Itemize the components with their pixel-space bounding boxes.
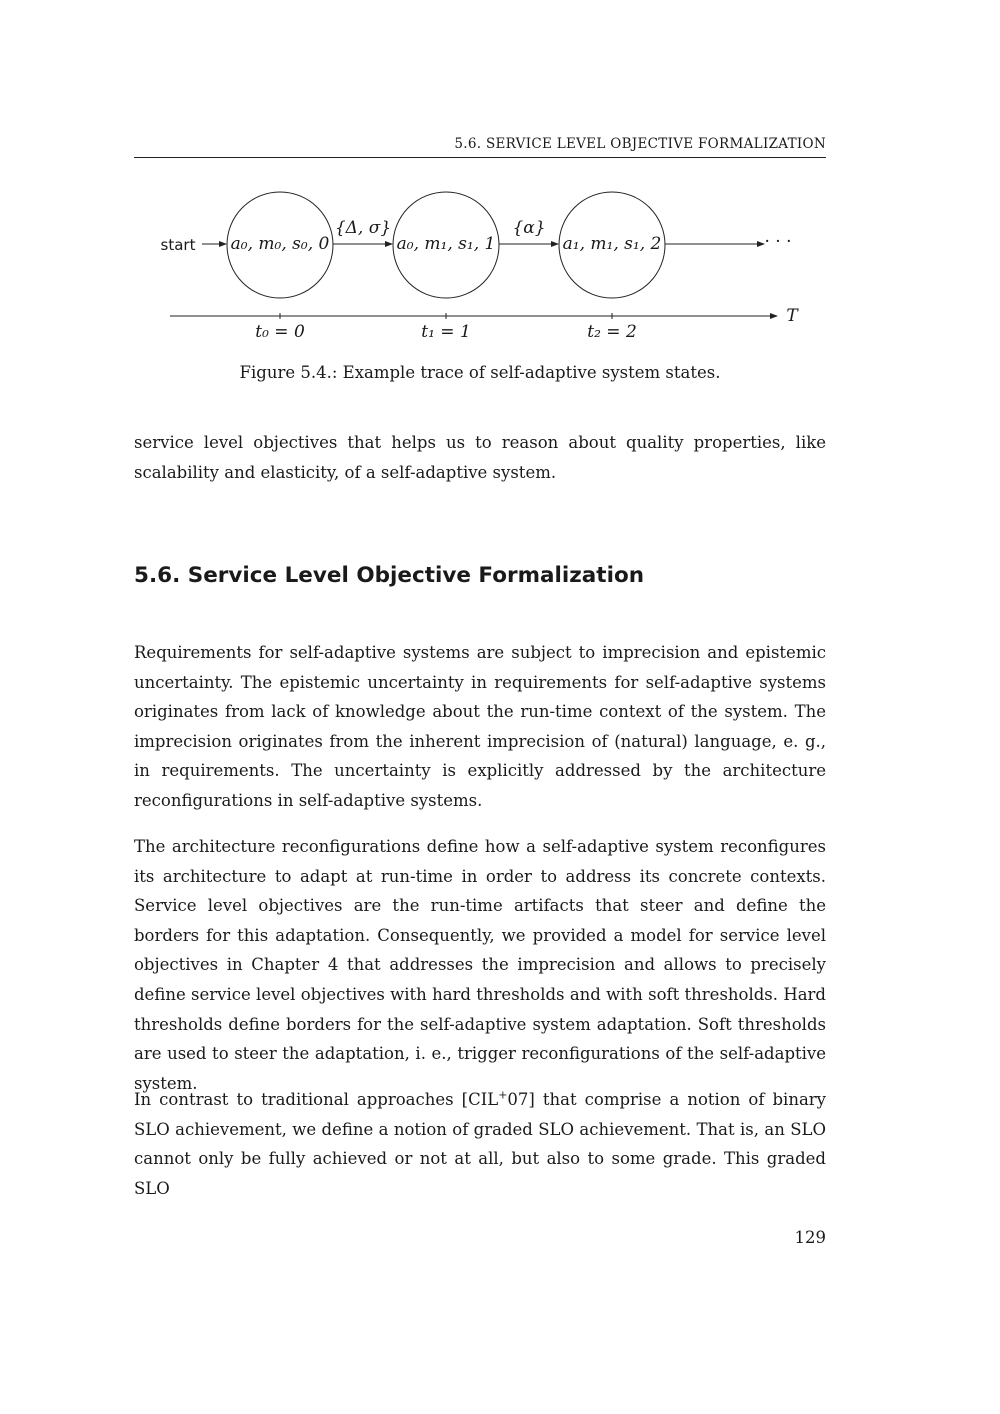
state-label-1: a₀, m₁, s₁, 1 xyxy=(396,234,496,254)
paragraph-3-rest: 07] that comprise a notion of binary SLO achievement, we define a notion of graded SLO achievement. That is, an SLO cannot only be fully achieved or not at all, but also to some grade. This graded SLO xyxy=(134,1090,826,1198)
state-trace-figure xyxy=(0,180,1000,360)
tick-label-1: t₁ = 1 xyxy=(421,322,471,342)
paragraph-3-start: In contrast to traditional approaches [CIL xyxy=(134,1090,499,1109)
ellipsis: · · · xyxy=(764,232,792,252)
tick-label-0: t₀ = 0 xyxy=(255,322,305,342)
transition-label-0: {Δ, σ} xyxy=(334,218,392,238)
header-rule xyxy=(134,157,826,158)
tick-label-2: t₂ = 2 xyxy=(587,322,637,342)
paragraph-3 xyxy=(134,1085,826,1203)
state-label-0: a₀, m₀, s₀, 0 xyxy=(230,234,330,254)
intro-paragraph: service level objectives that helps us to reason about quality properties, like scalability and elasticity, of a self-adaptive system. xyxy=(134,433,826,482)
transition-label-1: {α} xyxy=(512,218,546,238)
paragraph-2: The architecture reconfigurations define how a self-adaptive system reconfigures its architecture to adapt at run-time in order to address its concrete contexts. Service level objectives are the run-time artifacts that steer and define the borders for this adaptation. Consequently, we provided a model for service level objectives in Chapter 4 that addresses the imprecision and allows to precisely define service level objectives with hard thresholds and with soft thresholds. Hard thresholds define borders for the self-adaptive system adaptation. Soft thresholds are used to steer the adaptation, i. e., trigger reconfigurations of the self-adaptive system. xyxy=(134,837,826,1093)
state-label-2: a₁, m₁, s₁, 2 xyxy=(562,234,662,254)
figure-graphics xyxy=(0,180,1000,360)
page-number: 129 xyxy=(794,1228,826,1247)
start-label: start xyxy=(160,236,196,254)
running-header: 5.6. SERVICE LEVEL OBJECTIVE FORMALIZATION xyxy=(454,136,826,152)
section-heading: 5.6. Service Level Objective Formalization xyxy=(134,563,645,588)
figure-caption: Figure 5.4.: Example trace of self-adaptive system states. xyxy=(239,363,721,382)
citation-superscript: + xyxy=(498,1088,508,1102)
axis-label: T xyxy=(786,306,798,326)
paragraph-1: Requirements for self-adaptive systems are subject to imprecision and epistemic uncertainty. The epistemic uncertainty in requirements for self-adaptive systems originates from lack of knowledge about the run-time context of the system. The imprecision originates from the inherent imprecision of (natural) language, e. g., in requirements. The uncertainty is explicitly addressed by the architecture reconfigurations in self-adaptive systems. xyxy=(134,643,826,810)
